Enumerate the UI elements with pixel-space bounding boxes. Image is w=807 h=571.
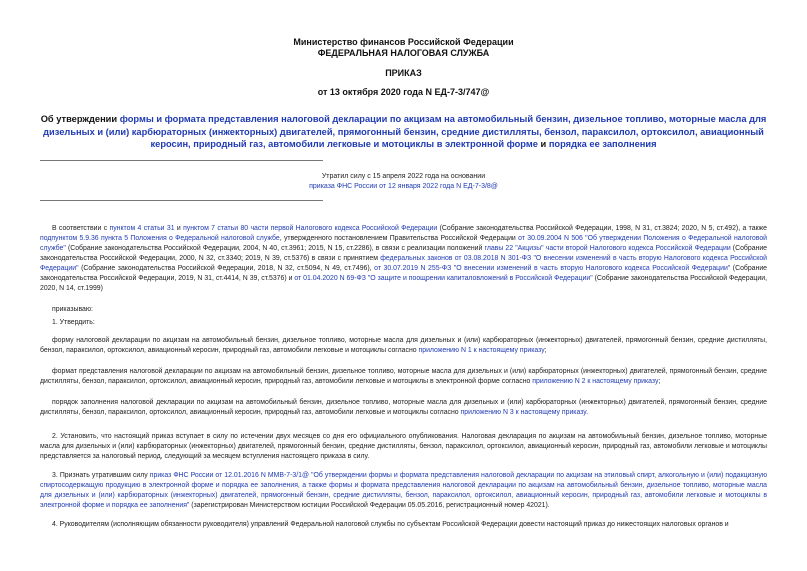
- text: порядок заполнения налоговой декларации по акцизам на автомобильный бензин, дизельное топливо, моторные масла для дизельных и (или) карбюраторных (инжекторных) двигателей, прямогонный бензин, средние дистилляты, бензол, параксилол, ортоксилол, авиационный керосин, природный газ, автомобили легковые и мотоциклы согласно: [40, 399, 767, 416]
- document-title: [40, 113, 767, 151]
- text: и: [174, 225, 184, 232]
- text: .: [586, 409, 588, 416]
- text: (Собрание законодательства Российской Федерации, 2018, N 32, ст.5094, N 49, ст.7496),: [78, 265, 375, 272]
- item-1: 1. Утвердить:: [52, 319, 95, 326]
- preamble-paragraph: [40, 224, 767, 294]
- repealed-order-title-link[interactable]: "Об утверждении формы и формата представления налоговой декларации по акцизам на этиловый спирт, алкогольную и (или) подакцизную спиртосодержащую продукцию в электронной форме и порядка ее заполнения, а также формы и формата представления налоговой декларации по акцизам на автомобильный бензин, дизельное топливо, моторные масла для дизельных и (или) карбюраторных (инжекторных) двигателей, прямогонный бензин, средние дистилляты, бензол, параксилол, ортоксилол, авиационный керосин, природный газ, автомобили легковые и мотоциклы в электронной форме и порядка ее заполнения": [40, 472, 767, 509]
- text: В соответствии с: [52, 225, 110, 232]
- link-law-301[interactable]: федеральных законов от 03.08.2018 N 301-ФЗ "О внесении изменений в часть вторую Налогового кодекса Российской Федерации": [40, 255, 768, 272]
- text: форму налоговой декларации по акцизам на автомобильный бензин, дизельное топливо, моторные масла для дизельных и (или) карбюраторных (инжекторных) двигателей, прямогонный бензин, средние дистилляты, бензол, параксилол, ортоксилол, авиационный керосин, природный газ, автомобили легковые и мотоциклы согласно: [40, 337, 767, 354]
- title-forms-link[interactable]: формы и формата представления налоговой декларации по акцизам на автомобильный бензин, дизельное топливо, моторные масла для дизельных и (или) карбюраторных (инжекторных) двигателей, прямогонный бензин, средние дистилляты, бензол, параксилол, ортоксилол, авиационный керосин, природный газ, автомобили легковые и мотоциклы в электронной форме: [43, 114, 767, 149]
- link-law-69[interactable]: от 01.04.2020 N 69-ФЗ "О защите и поощрении капиталовложений в Российской Федерации": [294, 275, 593, 282]
- item-1a: [40, 336, 767, 356]
- item-1b: [40, 367, 767, 387]
- text: (зарегистрирован Министерством юстиции Российской Федерации 05.05.2016, регистрационный номер 42021).: [189, 502, 550, 509]
- link-decree-506[interactable]: от 30.09.2004 N 506 "Об утверждении Положения о Федеральной налоговой службе": [40, 235, 768, 252]
- text: (Собрание законодательства Российской Федерации, 2004, N 40, ст.3961; 2015, N 15, ст.2286), в связи с реализации положений: [65, 245, 485, 252]
- appendix-2-link[interactable]: приложению N 2 к настоящему приказу: [532, 378, 659, 385]
- text: (Собрание законодательства Российской Федерации, 2000, N 32, ст.3340; 2019, N 39, ст.5376) в связи с принятием: [40, 245, 768, 262]
- text: (Собрание законодательства Российской Федерации, 2020, N 14, ст.1999): [40, 275, 767, 292]
- item-2: 2. Установить, что настоящий приказ вступает в силу по истечении двух месяцев со дня его официального опубликования. Налоговая декларация по акцизам на автомобильный бензин, дизельное топливо, моторные масла для дизельных и (или) карбюраторных (инжекторных) двигателей, прямогонный бензин, средние дистилляты, бензол, параксилол, ортоксилол, авиационный керосин, природный газ, автомобили легковые и мотоциклы представляется за налоговый период, следующий за месяцем вступления настоящего приказа в силу.: [40, 433, 767, 460]
- title-text: и: [537, 139, 549, 149]
- text: (Собрание законодательства Российской Федерации, 1998, N 31, ст.3824; 2020, N 5, ст.492), а также: [437, 225, 768, 232]
- appendix-1-link[interactable]: приложению N 1 к настоящему приказу: [418, 347, 545, 354]
- link-chapter22[interactable]: главы 22 "Акцизы" части второй Налогового кодекса Российской Федерации: [484, 245, 731, 252]
- link-law-255[interactable]: от 30.07.2019 N 255-ФЗ "О внесении изменений в часть вторую Налогового кодекса Российской Федерации": [374, 265, 731, 272]
- repealed-order-link[interactable]: приказ ФНС России от 12.01.2016 N ММВ-7-3/1@: [149, 472, 310, 479]
- text: 3. Признать утратившим силу: [52, 472, 150, 479]
- repeal-order-link[interactable]: приказа ФНС России от 12 января 2022 года N ЕД-7-3/8@: [309, 183, 498, 190]
- item-1c: [40, 398, 767, 418]
- item-4: 4. Руководителям (исполняющим обязанности руководителя) управлений Федеральной налоговой службы по субъектам Российской Федерации довести настоящий приказ до нижестоящих налоговых органов и: [52, 521, 729, 528]
- appendix-3-link[interactable]: приложению N 3 к настоящему приказу: [460, 409, 587, 416]
- repeal-note-link-line: [0, 182, 807, 192]
- link-art80[interactable]: пунктом 7 статьи 80 части первой Налогового кодекса Российской Федерации: [183, 225, 438, 232]
- divider-bottom: [40, 200, 323, 201]
- repeal-note: Утратил силу с 15 апреля 2022 года на основании: [321, 173, 486, 180]
- document-date-number: от 13 октября 2020 года N ЕД-7-3/747@: [317, 87, 490, 97]
- ministry-name: Министерство финансов Российской Федерации: [293, 37, 514, 47]
- title-procedure-link[interactable]: порядка ее заполнения: [548, 139, 657, 149]
- link-art31[interactable]: пунктом 4 статьи 31: [109, 225, 175, 232]
- text: (Собрание законодательства Российской Федерации, 2019, N 31, ст.4414, N 39, ст.5376) и: [40, 265, 768, 282]
- order-word: приказываю:: [52, 306, 93, 313]
- text: формат представления налоговой декларации по акцизам на автомобильный бензин, дизельное топливо, моторные масла для дизельных и (или) карбюраторных (инжекторных) двигателей, прямогонный бензин, средние дистилляты, бензол, параксилол, ортоксилол, авиационный керосин, природный газ, автомобили легковые и мотоциклы в электронной форме согласно: [40, 368, 767, 385]
- item-3: [40, 471, 767, 511]
- text: ;: [658, 378, 661, 385]
- link-regulation[interactable]: подпунктом 5.9.36 пункта 5 Положения о Федеральной налоговой службе: [40, 235, 280, 242]
- service-name: ФЕДЕРАЛЬНАЯ НАЛОГОВАЯ СЛУЖБА: [317, 48, 490, 58]
- title-text: Об утверждении: [40, 114, 120, 124]
- document-type: ПРИКАЗ: [385, 68, 422, 78]
- divider-top: [40, 160, 323, 161]
- text: ;: [544, 347, 547, 354]
- text: , утвержденного постановлением Правительства Российской Федерации: [279, 235, 519, 242]
